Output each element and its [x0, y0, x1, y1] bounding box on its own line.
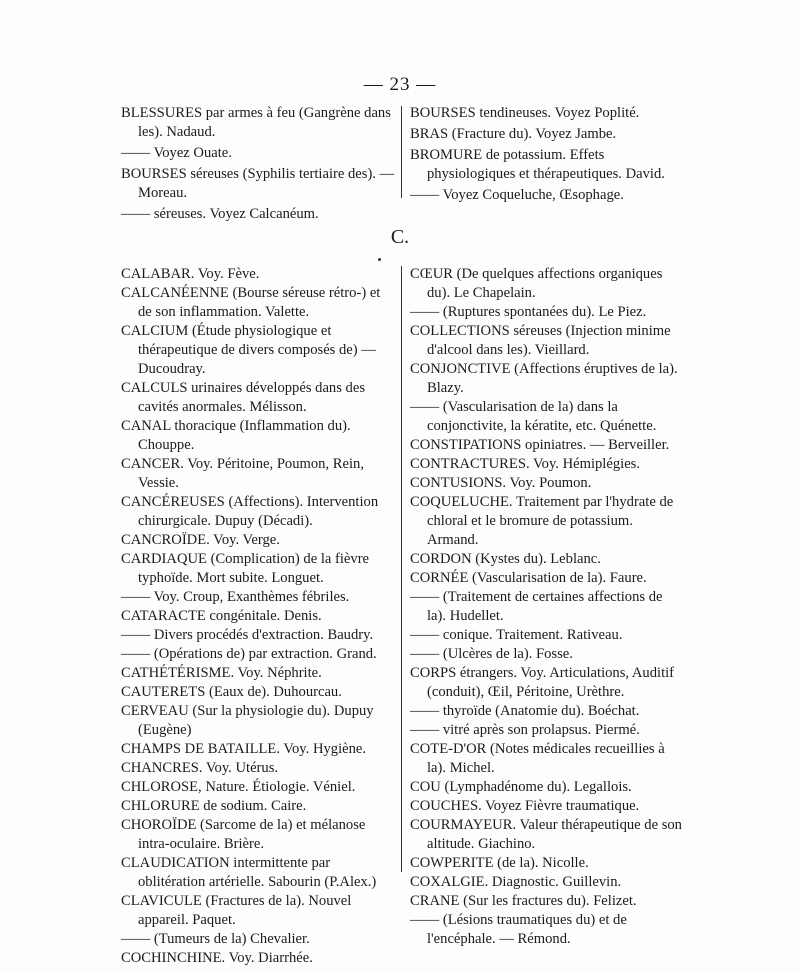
index-entry: COWPERITE (de la). Nicolle.	[410, 855, 589, 871]
index-entry: CALCIUM (Étude physiologique et thérapeutique de divers composés de) — Ducoudray.	[121, 323, 376, 377]
index-entry: COU (Lymphadénome du). Legallois.	[410, 779, 632, 795]
index-entry: CRANE (Sur les fractures du). Felizet.	[410, 893, 637, 909]
index-entry: CONTUSIONS. Voy. Poumon.	[410, 475, 592, 491]
index-entry: —— Voyez Ouate.	[121, 145, 232, 161]
index-entry: —— (Lésions traumatiques du) et de l'encéphale. — Rémond.	[410, 912, 627, 947]
index-entry: —— vitré après son prolapsus. Piermé.	[410, 722, 640, 738]
index-entry: —— (Ruptures spontanées du). Le Piez.	[410, 304, 647, 320]
index-entry: BOURSES tendineuses. Voyez Poplité.	[410, 105, 640, 121]
index-entry: CONTRACTURES. Voy. Hémiplégies.	[410, 456, 640, 472]
column-divider-bottom	[401, 266, 402, 872]
index-entry: CONJONCTIVE (Affections éruptives de la). Blazy.	[410, 361, 678, 396]
index-entry: —— Divers procédés d'extraction. Baudry.	[121, 627, 374, 643]
index-entry: CLAVICULE (Fractures de la). Nouvel appareil. Paquet.	[121, 893, 352, 928]
index-entry: CANCROÏDE. Voy. Verge.	[121, 532, 280, 548]
page-number: — 23 —	[363, 74, 437, 95]
index-entry: COURMAYEUR. Valeur thérapeutique de son altitude. Giachino.	[410, 817, 682, 852]
index-entry: CALABAR. Voy. Fève.	[121, 266, 260, 282]
index-column-top-left	[121, 104, 396, 226]
index-entry: BOURSES séreuses (Syphilis tertiaire des). — Moreau.	[121, 166, 395, 201]
index-entry: BLESSURES par armes à feu (Gangrène dans les). Nadaud.	[121, 105, 391, 140]
index-entry: CATARACTE congénitale. Denis.	[121, 608, 322, 624]
section-letter: C.	[390, 226, 410, 248]
index-entry: CORDON (Kystes du). Leblanc.	[410, 551, 601, 567]
index-entry: —— (Ulcères de la). Fosse.	[410, 646, 573, 662]
ornament-dot	[378, 258, 381, 261]
index-entry: CAUTERETS (Eaux de). Duhourcau.	[121, 684, 342, 700]
index-entry: CHOROÏDE (Sarcome de la) et mélanose intra-oculaire. Brière.	[121, 817, 366, 852]
index-entry: CARDIAQUE (Complication) de la fièvre typhoïde. Mort subite. Longuet.	[121, 551, 370, 586]
index-entry: —— (Opérations de) par extraction. Grand.	[121, 646, 377, 662]
index-entry: COQUELUCHE. Traitement par l'hydrate de chloral et le bromure de potassium. Armand.	[410, 494, 674, 548]
index-entry: COXALGIE. Diagnostic. Guillevin.	[410, 874, 622, 890]
index-entry: CANAL thoracique (Inflammation du). Chouppe.	[121, 418, 351, 453]
index-entry: —— Voy. Croup, Exanthèmes fébriles.	[121, 589, 350, 605]
index-entry: —— thyroïde (Anatomie du). Boéchat.	[410, 703, 640, 719]
index-entry: —— (Traitement de certaines affections de la). Hudellet.	[410, 589, 663, 624]
index-column-bottom-right	[410, 265, 684, 949]
index-entry: CHLOROSE, Nature. Étiologie. Véniel.	[121, 779, 356, 795]
index-entry: —— séreuses. Voyez Calcanéum.	[121, 206, 319, 222]
index-entry: COLLECTIONS séreuses (Injection minime d'alcool dans les). Vieillard.	[410, 323, 671, 358]
column-divider-top	[401, 106, 402, 198]
index-entry: COCHINCHINE. Voy. Diarrhée.	[121, 950, 313, 966]
index-entry: CONSTIPATIONS opiniatres. — Berveiller.	[410, 437, 670, 453]
index-entry: CŒUR (De quelques affections organiques du). Le Chapelain.	[410, 266, 663, 301]
index-entry: CORPS étrangers. Voy. Articulations, Auditif (conduit), Œil, Péritoine, Urèthre.	[410, 665, 675, 700]
index-entry: BRAS (Fracture du). Voyez Jambe.	[410, 126, 617, 142]
index-entry: —— Voyez Coqueluche, Œsophage.	[410, 187, 624, 203]
index-column-top-right	[410, 104, 684, 207]
index-entry: CANCER. Voy. Péritoine, Poumon, Rein, Vessie.	[121, 456, 364, 491]
index-entry: —— (Vascularisation de la) dans la conjonctivite, la kératite, etc. Quénette.	[410, 399, 657, 434]
index-entry: CALCULS urinaires développés dans des cavités anormales. Mélisson.	[121, 380, 365, 415]
index-entry: CANCÉREUSES (Affections). Intervention chirurgicale. Dupuy (Décadi).	[121, 494, 379, 529]
index-entry: CATHÉTÉRISME. Voy. Néphrite.	[121, 665, 322, 681]
index-entry: CHANCRES. Voy. Utérus.	[121, 760, 279, 776]
index-entry: —— conique. Traitement. Rativeau.	[410, 627, 623, 643]
index-entry: COTE-D'OR (Notes médicales recueillies à la). Michel.	[410, 741, 665, 776]
index-entry: —— (Tumeurs de la) Chevalier.	[121, 931, 310, 947]
index-entry: CHAMPS DE BATAILLE. Voy. Hygiène.	[121, 741, 367, 757]
index-entry: BROMURE de potassium. Effets physiologiques et thérapeutiques. David.	[410, 147, 665, 182]
index-entry: CORNÉE (Vascularisation de la). Faure.	[410, 570, 647, 586]
index-column-bottom-left	[121, 265, 396, 968]
index-entry: CERVEAU (Sur la physiologie du). Dupuy (Eugène)	[121, 703, 374, 738]
index-entry: CALCANÉENNE (Bourse séreuse rétro-) et de son inflammation. Valette.	[121, 285, 381, 320]
index-entry: COUCHES. Voyez Fièvre traumatique.	[410, 798, 640, 814]
index-entry: CLAUDICATION intermittente par oblitération artérielle. Sabourin (P.Alex.)	[121, 855, 377, 890]
index-entry: CHLORURE de sodium. Caire.	[121, 798, 307, 814]
